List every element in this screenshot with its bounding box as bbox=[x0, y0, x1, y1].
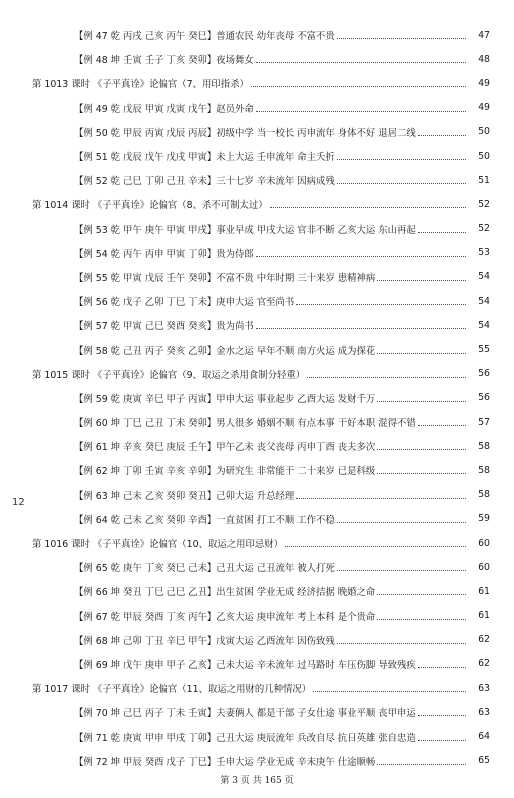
toc-page-number: 49 bbox=[478, 102, 490, 114]
dot-leader bbox=[337, 158, 466, 160]
toc-entry[interactable] bbox=[0, 96, 514, 120]
toc-lesson-heading[interactable] bbox=[0, 362, 514, 386]
toc-lesson-heading[interactable] bbox=[0, 192, 514, 216]
toc-page-number: 56 bbox=[478, 392, 490, 404]
toc-entry-title: 第 1014 课时 《子平真诠》论偏官（8、杀不可制太过） bbox=[32, 200, 268, 212]
toc-entry-title: 【例 52 乾 己巳 丁卯 己丑 辛未】三十七岁 辛未流年 因病成残 bbox=[74, 176, 335, 188]
page-footer: 第 3 页 共 165 页 bbox=[220, 776, 294, 786]
toc-page-number: 55 bbox=[478, 344, 490, 356]
toc-entry[interactable] bbox=[0, 217, 514, 241]
toc-entry[interactable] bbox=[0, 410, 514, 434]
toc-page-number: 64 bbox=[478, 731, 490, 743]
toc-entry[interactable] bbox=[0, 483, 514, 507]
toc-lesson-heading[interactable] bbox=[0, 71, 514, 95]
dot-leader bbox=[377, 763, 466, 765]
toc-page-number: 50 bbox=[478, 126, 490, 138]
toc-page-number: 53 bbox=[478, 247, 490, 259]
dot-leader bbox=[377, 472, 466, 474]
toc-entry[interactable] bbox=[0, 434, 514, 458]
dot-leader bbox=[337, 182, 466, 184]
toc-entry-title: 【例 47 乾 丙戌 己亥 丙午 癸巳】普通农民 幼年丧母 不富不贵 bbox=[74, 31, 335, 43]
toc-page-number: 51 bbox=[478, 174, 490, 186]
toc-entry[interactable] bbox=[0, 555, 514, 579]
toc-page-number: 58 bbox=[478, 489, 490, 501]
toc-entry[interactable] bbox=[0, 47, 514, 71]
toc-page-number: 52 bbox=[478, 223, 490, 235]
dot-leader bbox=[377, 448, 466, 450]
dot-leader bbox=[296, 303, 466, 305]
toc-entry[interactable] bbox=[0, 458, 514, 482]
dot-leader bbox=[337, 642, 466, 644]
toc-entry-title: 【例 67 乾 甲辰 癸酉 丁亥 丙午】乙亥大运 庚申流年 考上本科 是个贵命 bbox=[74, 611, 376, 623]
toc-page-number: 50 bbox=[478, 150, 490, 162]
dot-leader bbox=[313, 690, 466, 692]
toc-page-number: 59 bbox=[478, 513, 490, 525]
toc-entry[interactable] bbox=[0, 700, 514, 724]
toc-entry[interactable] bbox=[0, 604, 514, 628]
toc-entry-title: 【例 62 坤 丁卯 壬寅 辛亥 辛卯】为研究生 非常能干 二十来岁 已是科级 bbox=[74, 466, 376, 478]
toc-entry-title: 【例 70 坤 己巳 丙子 丁未 壬寅】夫妻俩人 都是干部 子女仕途 事业平顺 丧甲申运 bbox=[74, 708, 416, 720]
toc-lesson-heading[interactable] bbox=[0, 531, 514, 555]
dot-leader bbox=[256, 110, 466, 112]
toc-entry-title: 【例 51 乾 戊辰 戊午 戊戌 甲寅】未上大运 壬申流年 命主夭折 bbox=[74, 152, 335, 164]
toc-page-number: 58 bbox=[478, 440, 490, 452]
dot-leader bbox=[270, 206, 466, 208]
toc-entry[interactable] bbox=[0, 241, 514, 265]
toc-entry-title: 【例 71 乾 庚寅 甲申 甲戌 丁卯】己丑大运 庚辰流年 兵改自尽 抗日英雄 张自忠造 bbox=[74, 732, 416, 744]
toc-page-number: 62 bbox=[478, 634, 490, 646]
toc-page-number: 65 bbox=[478, 755, 490, 767]
toc-page-number: 58 bbox=[478, 464, 490, 476]
toc-entry-title: 第 1013 课时 《子平真诠》论偏官（7、用印指杀） bbox=[32, 79, 249, 91]
toc-entry-title: 【例 55 乾 甲寅 戊辰 壬午 癸卯】不富不贵 中年时期 三十来岁 患精神病 bbox=[74, 272, 376, 284]
toc-page-number: 60 bbox=[478, 537, 490, 549]
margin-page-number: 12 bbox=[12, 497, 25, 508]
dot-leader bbox=[377, 618, 466, 620]
toc-entry-title: 【例 53 乾 甲午 庚午 甲寅 甲戌】事业早成 甲戌大运 官非不断 乙亥大运 东山再起 bbox=[74, 224, 416, 236]
toc-page-number: 48 bbox=[478, 53, 490, 65]
toc-entry-title: 【例 68 坤 己卯 丁丑 辛巳 甲午】戊寅大运 乙酉流年 因伤致残 bbox=[74, 635, 335, 647]
dot-leader bbox=[418, 424, 466, 426]
toc-entry-title: 【例 61 坤 辛亥 癸巳 庚辰 壬午】甲午乙未 丧父丧母 丙申丁酉 丧夫多次 bbox=[74, 442, 376, 454]
toc-page-number: 57 bbox=[478, 416, 490, 428]
table-of-contents bbox=[0, 23, 514, 773]
toc-entry[interactable] bbox=[0, 265, 514, 289]
toc-entry-title: 【例 72 坤 甲辰 癸酉 戊子 丁巳】壬申大运 学业无成 辛未庚午 仕途顺畅 bbox=[74, 756, 376, 768]
dot-leader bbox=[418, 666, 466, 668]
toc-page-number: 61 bbox=[478, 610, 490, 622]
toc-page-number: 52 bbox=[478, 198, 490, 210]
toc-entry[interactable] bbox=[0, 507, 514, 531]
toc-entry[interactable] bbox=[0, 313, 514, 337]
dot-leader bbox=[418, 231, 466, 233]
dot-leader bbox=[296, 497, 466, 499]
dot-leader bbox=[418, 714, 466, 716]
dot-leader bbox=[256, 327, 466, 329]
toc-entry-title: 第 1017 课时 《子平真诠》论偏官（11、取运之用财的几种情况） bbox=[32, 684, 312, 696]
toc-entry[interactable] bbox=[0, 724, 514, 748]
dot-leader bbox=[256, 61, 466, 63]
toc-entry-title: 【例 65 乾 庚午 丁亥 癸巳 己未】己丑大运 己丑流年 被人打死 bbox=[74, 563, 335, 575]
dot-leader bbox=[337, 521, 466, 523]
toc-page-number: 54 bbox=[478, 271, 490, 283]
toc-entry[interactable] bbox=[0, 652, 514, 676]
toc-entry-title: 【例 66 坤 癸丑 丁巳 己巳 乙丑】出生贫困 学业无成 经济拮据 晚婚之命 bbox=[74, 587, 376, 599]
toc-entry-title: 【例 69 坤 戊午 庚申 甲子 乙亥】己未大运 辛未流年 过马路时 车压伤脚 导致残疾 bbox=[74, 659, 416, 671]
toc-entry-title: 【例 59 乾 庚寅 辛巳 甲子 丙寅】甲申大运 事业起步 乙酉大运 发财千万 bbox=[74, 393, 376, 405]
toc-entry[interactable] bbox=[0, 23, 514, 47]
dot-leader bbox=[418, 739, 466, 741]
toc-entry[interactable] bbox=[0, 337, 514, 361]
dot-leader bbox=[285, 545, 466, 547]
toc-entry-title: 【例 57 乾 甲寅 己巳 癸酉 癸亥】贵为尚书 bbox=[74, 321, 254, 333]
dot-leader bbox=[418, 134, 466, 136]
toc-entry-title: 【例 63 坤 己未 乙亥 癸卯 癸丑】己卯大运 升总经理 bbox=[74, 490, 295, 502]
toc-page-number: 62 bbox=[478, 658, 490, 670]
toc-page-number: 56 bbox=[478, 368, 490, 380]
toc-page-number: 49 bbox=[478, 77, 490, 89]
dot-leader bbox=[256, 255, 466, 257]
toc-entry-title: 【例 60 坤 丁巳 己丑 丁未 癸卯】男人很多 婚姻不顺 有点本事 干好本职 混得不错 bbox=[74, 418, 416, 430]
toc-entry[interactable] bbox=[0, 120, 514, 144]
toc-entry-title: 【例 54 乾 丙午 丙申 甲寅 丁卯】贵为侍郎 bbox=[74, 248, 254, 260]
dot-leader bbox=[337, 569, 466, 571]
toc-entry[interactable] bbox=[0, 749, 514, 773]
toc-lesson-heading[interactable] bbox=[0, 676, 514, 700]
toc-entry-title: 【例 48 坤 壬寅 壬子 丁亥 癸卯】夜场舞女 bbox=[74, 55, 254, 67]
toc-entry-title: 【例 50 乾 甲辰 丙寅 戊辰 丙辰】初级中学 当一校长 丙申流年 身体不好 退居二线 bbox=[74, 127, 416, 139]
toc-entry[interactable] bbox=[0, 144, 514, 168]
dot-leader bbox=[377, 352, 466, 354]
toc-entry-title: 【例 58 乾 己丑 丙子 癸亥 乙卯】金水之运 早年不顺 南方火运 成为探花 bbox=[74, 345, 376, 357]
toc-page-number: 61 bbox=[478, 585, 490, 597]
toc-entry[interactable] bbox=[0, 628, 514, 652]
dot-leader bbox=[251, 85, 466, 87]
toc-page-number: 54 bbox=[478, 295, 490, 307]
toc-entry[interactable] bbox=[0, 386, 514, 410]
dot-leader bbox=[377, 279, 466, 281]
toc-entry[interactable] bbox=[0, 579, 514, 603]
dot-leader bbox=[377, 400, 466, 402]
toc-page-number: 47 bbox=[478, 29, 490, 41]
toc-page-number: 60 bbox=[478, 561, 490, 573]
toc-entry[interactable] bbox=[0, 168, 514, 192]
dot-leader bbox=[307, 376, 466, 378]
dot-leader bbox=[337, 37, 466, 39]
toc-page-number: 63 bbox=[478, 706, 490, 718]
toc-page-number: 54 bbox=[478, 319, 490, 331]
toc-entry[interactable] bbox=[0, 289, 514, 313]
toc-page-number: 63 bbox=[478, 682, 490, 694]
toc-entry-title: 【例 64 乾 己未 乙亥 癸卯 辛酉】一直贫困 打工不顺 工作不稳 bbox=[74, 514, 335, 526]
toc-entry-title: 第 1015 课时 《子平真诠》论偏官（9、取运之杀用食制分轻重） bbox=[32, 369, 306, 381]
toc-entry-title: 【例 56 乾 戊子 乙卯 丁巳 丁未】庚申大运 官至尚书 bbox=[74, 297, 295, 309]
dot-leader bbox=[377, 593, 466, 595]
toc-entry-title: 第 1016 课时 《子平真诠》论偏官（10、取运之用印忌财） bbox=[32, 539, 283, 551]
toc-entry-title: 【例 49 乾 戊辰 甲寅 戊寅 戊午】赵员外命 bbox=[74, 103, 254, 115]
